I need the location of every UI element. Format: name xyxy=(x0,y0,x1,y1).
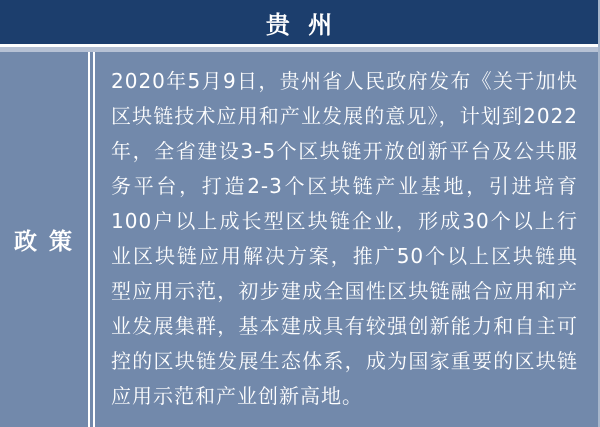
policy-text: 2020年5月9日，贵州省人民政府发布《关于加快区块链技术应用和产业发展的意见》，计划到2022年，全省建设3-5个区块链开放创新平台及公共服务平台，打造2-3个区块链产业基地，引进培育100户以上成长型区块链企业，形成30个以上行业区块链应用解决方案，推广50个以上区块链典型应用示范，初步建成全国性区块链融合应用和产业发展集群，基本建成具有较强创新能力和自主可控的区块链发展生态体系，成为国家重要的区块链应用示范和产业创新高地。 xyxy=(111,69,578,408)
row-label-cell xyxy=(0,52,88,427)
province-title: 贵 州 xyxy=(265,10,338,39)
table-header xyxy=(0,0,598,44)
column-divider xyxy=(88,52,95,427)
policy-text-cell xyxy=(95,52,598,427)
table-body xyxy=(0,52,598,427)
row-label: 政 策 xyxy=(13,229,74,255)
header-body-divider xyxy=(0,44,598,52)
